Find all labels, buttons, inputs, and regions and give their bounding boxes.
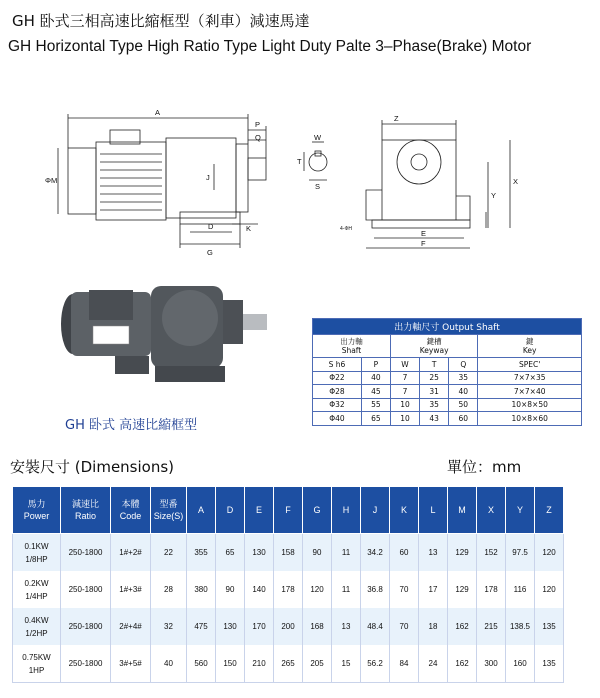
label-F: F bbox=[421, 239, 426, 248]
header-E: E bbox=[245, 487, 274, 534]
header-J: J bbox=[361, 487, 390, 534]
label-G: G bbox=[207, 248, 213, 257]
table-row: Φ22 40 7 25 35 7×7×35 bbox=[313, 371, 582, 385]
label-Y: Y bbox=[491, 191, 497, 200]
dimensions-table bbox=[12, 486, 564, 683]
header-Y: Y bbox=[506, 487, 535, 534]
shaft-group: 出力軸 Shaft bbox=[313, 335, 391, 358]
label-S: S bbox=[315, 182, 321, 191]
label-P: P bbox=[255, 120, 261, 129]
header-A: A bbox=[187, 487, 216, 534]
dims-header-row bbox=[13, 487, 564, 534]
key-group: 鍵 Key bbox=[478, 335, 582, 358]
header-X: X bbox=[477, 487, 506, 534]
label-X: X bbox=[513, 177, 519, 186]
title-chinese: GH 卧式三相高速比縮框型（剎車）減速馬達 bbox=[12, 12, 310, 30]
label-J: J bbox=[206, 173, 210, 182]
label-M: ΦM bbox=[45, 176, 58, 185]
shaft-header-row: S h6 P W T Q SPEC' bbox=[313, 358, 582, 372]
label-H: 4-ΦH bbox=[340, 226, 353, 232]
front-housing bbox=[382, 140, 456, 220]
header-D: D bbox=[216, 487, 245, 534]
label-T: T bbox=[297, 157, 302, 166]
motor-photo bbox=[55, 270, 275, 405]
header-H: H bbox=[332, 487, 361, 534]
shaft-table-caption: 出力軸尺寸 Output Shaft bbox=[313, 319, 582, 335]
dimensions-title: 安裝尺寸 (Dimensions) bbox=[10, 458, 175, 476]
table-row: Φ32 55 10 35 50 10×8×50 bbox=[313, 398, 582, 412]
header-F: F bbox=[274, 487, 303, 534]
header-G: G bbox=[303, 487, 332, 534]
header-L: L bbox=[419, 487, 448, 534]
title-english: GH Horizontal Type High Ratio Type Light Duty Palte 3–Phase(Brake) Motor bbox=[8, 38, 532, 55]
table-row: Φ40 65 10 43 60 10×8×60 bbox=[313, 412, 582, 426]
label-K: K bbox=[246, 224, 252, 233]
label-Q: Q bbox=[255, 133, 261, 142]
header-ratio: 減速比 Ratio bbox=[61, 487, 111, 534]
unit-label: 單位：mm bbox=[447, 458, 522, 476]
technical-drawing bbox=[0, 100, 600, 260]
header-power: 馬力 Power bbox=[13, 487, 61, 534]
header-size: 型番 Size(S) bbox=[151, 487, 187, 534]
motor-fan-cover bbox=[68, 148, 96, 214]
label-Z: Z bbox=[394, 114, 399, 123]
table-row: Φ28 45 7 31 40 7×7×40 bbox=[313, 385, 582, 399]
label-E: E bbox=[421, 229, 427, 238]
output-shaft-table bbox=[312, 318, 582, 426]
output-shaft bbox=[248, 158, 266, 180]
table-row: 0.1KW 1/8HP 250-1800 1#+2# 22 355 65 130 158 90 11 34.2 60 13 129 152 97.5 120 bbox=[13, 534, 564, 572]
header-K: K bbox=[390, 487, 419, 534]
table-row: 0.4KW 1/2HP 250-1800 2#+4# 32 475 130 170 200 168 13 48.4 70 18 162 215 138.5 135 bbox=[13, 608, 564, 645]
keyway-group: 鍵槽 Keyway bbox=[390, 335, 477, 358]
table-row: 0.75KW 1HP 250-1800 3#+5# 40 560 150 210 265 205 15 56.2 84 24 162 300 160 135 bbox=[13, 645, 564, 683]
header-Z: Z bbox=[535, 487, 564, 534]
header-code: 本體 Code bbox=[111, 487, 151, 534]
gear-housing bbox=[166, 138, 236, 218]
label-D: D bbox=[208, 222, 214, 231]
photo-caption: GH 卧式 高速比縮框型 bbox=[65, 418, 198, 433]
header-M: M bbox=[448, 487, 477, 534]
table-row: 0.2KW 1/4HP 250-1800 1#+3# 28 380 90 140 178 120 11 36.8 70 17 129 178 116 120 bbox=[13, 571, 564, 608]
label-A: A bbox=[155, 108, 161, 117]
label-W: W bbox=[314, 133, 322, 142]
